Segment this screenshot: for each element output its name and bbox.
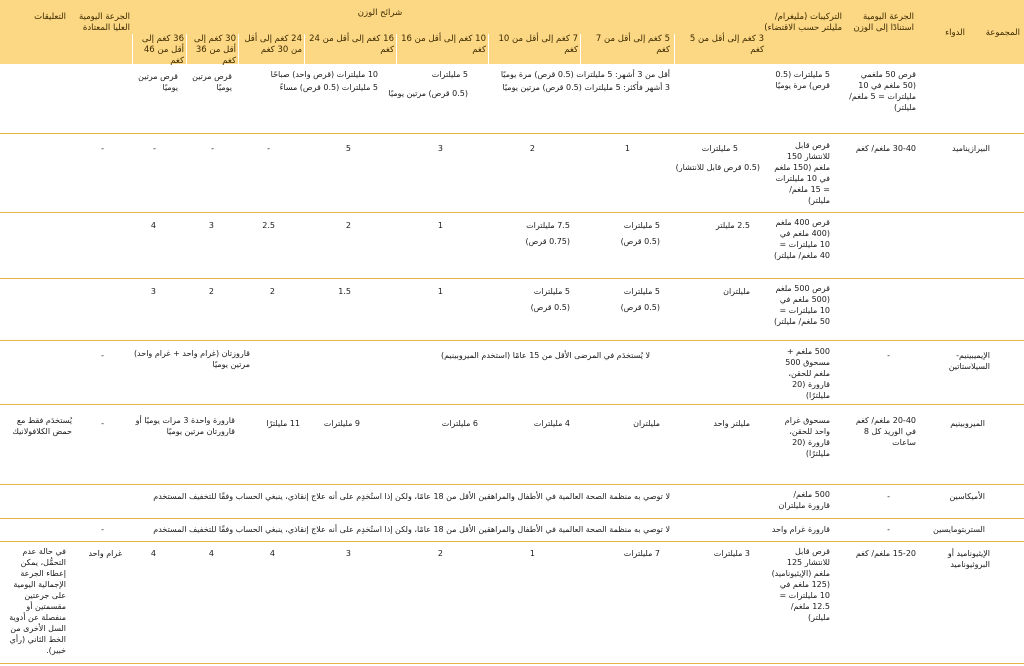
header-daily-dose: الجرعة اليومية استنادًا إلى الوزن [853,12,914,33]
r3-formulation: قرص 400 ملغم (400 ملغم في 10 مليلترات = 40 ملغم/ مليلتر) [773,218,830,260]
r2-w2: 1 [624,144,630,153]
row-divider [0,278,1024,279]
header-weight-bands: شرائح الوزن [357,8,403,18]
r9-w8: 4 [150,549,156,558]
r1-w4-note: (0.5 قرص) مرتين يوميًا [388,89,468,98]
r3-w7: 3 [208,221,214,230]
r3-w3: 7.5 مليلترات [526,221,570,230]
r6-w4: 6 مليلترات [441,419,478,428]
r3-w2: 5 مليلترات [623,221,660,230]
r1-w1-w3: أقل من 3 أشهر: 5 مليلترات (0.5 قرص) مرة يوميًا [500,70,670,79]
r1-w7: قرص مرتين يوميًا [192,72,232,92]
r1-w1-w3-alt: 3 أشهر فأكثر: 5 مليلترات (0.5 قرص) مرتين يوميًا [502,83,670,92]
r4-w2-note: (0.5 قرص) [620,303,660,312]
r4-w3-note: (0.5 قرص) [530,303,570,312]
header-w7: 30 كغم إلى أقل من 36 كغم [193,34,236,66]
r8-daily: - [887,525,890,534]
header-w4: 10 كغم إلى أقل من 16 كغم [401,34,486,55]
r2-daily: 30-40 ملغم/ كغم [855,144,916,153]
r9-max: غرام واحد [88,549,122,558]
header-w3: 7 كغم إلى أقل من 10 كغم [498,34,578,55]
r4-w3: 5 مليلترات [533,287,570,296]
r7-formulation: 500 ملغم/ قارورة مليلتران [778,490,830,510]
header-divider [488,34,489,64]
header-divider [674,34,675,64]
row-divider [0,133,1024,134]
r3-w3-note: (0.75 قرص) [525,237,570,246]
row-divider [0,663,1024,664]
header-formulation: التركيبات (مليغرام/ مليلتر حسب الاقتضاء) [764,12,842,33]
r8-span: لا توصي به منظمة الصحة العالمية في الأطفال والمراهقين الأقل من 18 عامًا، ولكن إذا استُخدِم على أنه علاج إنقاذي، ينبغي الحساب وفقًا للتخفيف المستخدم [153,525,670,534]
r5-span: لا يُستخدَم في المرضى الأقل من 15 عامًا (استخدم الميروبينيم) [440,351,650,360]
r9-formulation: قرص قابل للانتشار 125 ملغم (الإيثيوناميد) (125 ملغم في 10 مليلترات = 12.5 ملغم/ مليلتر) [771,547,830,622]
header-max-dose: الجرعة اليومية العليا المعتادة [78,12,130,33]
header-w2: 5 كغم إلى أقل من 7 كغم [595,34,670,55]
header-divider [304,34,305,64]
header-divider [186,34,187,64]
r6-w2: مليلتران [633,419,660,428]
r1-daily: قرص 50 ملغمي (50 ملغم في 10 مليلترات = 5 ملغم/ مليلتر) [849,70,916,112]
r7-drug: الأميكاسين [949,492,985,501]
r9-drug: الإيثيوناميد أو البروثيوناميد [947,549,990,569]
r6-w1: مليلتر واحد [713,419,750,428]
r9-w5: 3 [345,549,351,558]
r9-comment: في حالة عدم التحمُّل، يمكن إعطاء الجرعة الإجمالية اليومية على جرعتين مقسمتين أو منفصلة عن أدوية السل الأخرى من الخط الثاني (رأي خبير). [9,547,66,655]
r4-w8: 3 [150,287,156,296]
r8-formulation: قارورة غرام واحد [771,525,830,534]
row-divider [0,212,1024,213]
r8-drug: الستربتومايسين [933,525,985,534]
r9-w7: 4 [208,549,214,558]
header-w8: 36 كغم إلى أقل من 46 كغم [141,34,184,66]
r1-w8: قرص مرتين يوميًا [138,72,178,92]
r3-w5: 2 [345,221,351,230]
r6-max: - [101,419,104,428]
r4-w1: مليلتران [723,287,750,296]
r3-w6: 2.5 [262,221,275,230]
r2-w7: - [211,144,214,153]
r2-w5: 5 [345,144,351,153]
r9-w4: 2 [437,549,443,558]
r9-w3: 1 [529,549,535,558]
r3-w2-note: (0.5 قرص) [620,237,660,246]
row-divider [0,340,1024,341]
r9-w6: 4 [269,549,275,558]
row-divider [0,484,1024,485]
r1-formulation: 5 مليلترات (0.5 قرص) مرة يوميًا [775,70,830,90]
r2-drug: البيرازيناميد [952,144,990,153]
r4-w6: 2 [269,287,275,296]
r2-max: - [101,144,104,153]
header-divider [132,34,133,64]
header-comments: التعليقات [34,12,66,22]
r9-w2: 7 مليلترات [623,549,660,558]
r5-drug: الإيميبينيم- السيلاستاتين [948,351,990,371]
r3-w8: 4 [150,221,156,230]
r2-w1-note: (0.5 قرص قابل للانتشار) [675,163,760,172]
r6-w7-w8: قارورة واحدة 3 مرات يوميًا أو قارورتان مرتين يوميًا [135,416,235,436]
r2-w4: 3 [437,144,443,153]
r2-formulation: قرص قابل للانتشار 150 ملغم (150 ملغم في 10 مليلترات = 15 ملغم/ مليلتر) [774,141,830,205]
header-group: المجموعة [985,28,1020,38]
r4-w2: 5 مليلترات [623,287,660,296]
header-divider [238,34,239,64]
r6-formulation: مسحوق غرام واحد للحقن، قارورة (20 مليلترًا) [784,416,830,458]
r5-formulation: 500 ملغم + مسحوق 500 ملغم للحقن، قارورة (20 مليلترًا) [785,347,830,400]
r2-w8: - [153,144,156,153]
header-divider [396,34,397,64]
r3-w4: 1 [437,221,443,230]
r8-max: - [101,525,104,534]
r7-span: لا توصي به منظمة الصحة العالمية في الأطفال والمراهقين الأقل من 18 عامًا، ولكن إذا استُخدِم على أنه علاج إنقاذي، ينبغي الحساب وفقًا للتخفيف المستخدم [153,492,670,501]
r7-daily: - [887,492,890,501]
r5-max: - [101,351,104,360]
r4-w5: 1.5 [338,287,351,296]
r6-w5: 9 مليلترات [323,419,360,428]
r2-w6: - [267,144,270,153]
r1-w5-alt: 5 مليلترات (0.5 قرص) مساءً [279,83,378,92]
r9-daily: 15-20 ملغم/ كغم [855,549,916,558]
header-w6: 24 كغم إلى أقل من 30 كغم [244,34,302,55]
r6-comment: يُستخدَم فقط مع حمض الكلافولانيك [12,416,72,436]
r2-w1: 5 مليلترات [701,144,738,153]
row-divider [0,518,1024,519]
r6-w3: 4 مليلترات [533,419,570,428]
header-w1: 3 كغم إلى أقل من 5 كغم [689,34,764,55]
header-divider [580,34,581,64]
r4-w7: 2 [208,287,214,296]
header-drug: الدواء [945,28,965,38]
r4-w4: 1 [437,287,443,296]
r6-drug: الميروبينيم [950,419,985,428]
r1-w5: 10 مليلترات (قرص واحد) صباحًا [270,70,378,79]
header-w5: 16 كغم إلى أقل من 24 كغم [309,34,394,55]
r6-w6: 11 مليلترًا [266,419,300,428]
r4-formulation: قرص 500 ملغم (500 ملغم في 10 مليلترات = 50 ملغم/ مليلتر) [773,284,830,326]
r2-w3: 2 [529,144,535,153]
r9-w1: 3 مليلترات [713,549,750,558]
r3-w1: 2.5 مليلتر [715,221,750,230]
row-divider [0,541,1024,542]
r1-w4: 5 مليلترات [431,70,468,79]
r6-daily: 20-40 ملغم/ كغم في الوريد كل 8 ساعات [855,416,916,447]
row-divider [0,404,1024,405]
r5-daily: - [887,351,890,360]
r5-w7-w8: قاروزتان (غرام واحد + غرام واحد) مرتين يوميًا [133,349,250,369]
